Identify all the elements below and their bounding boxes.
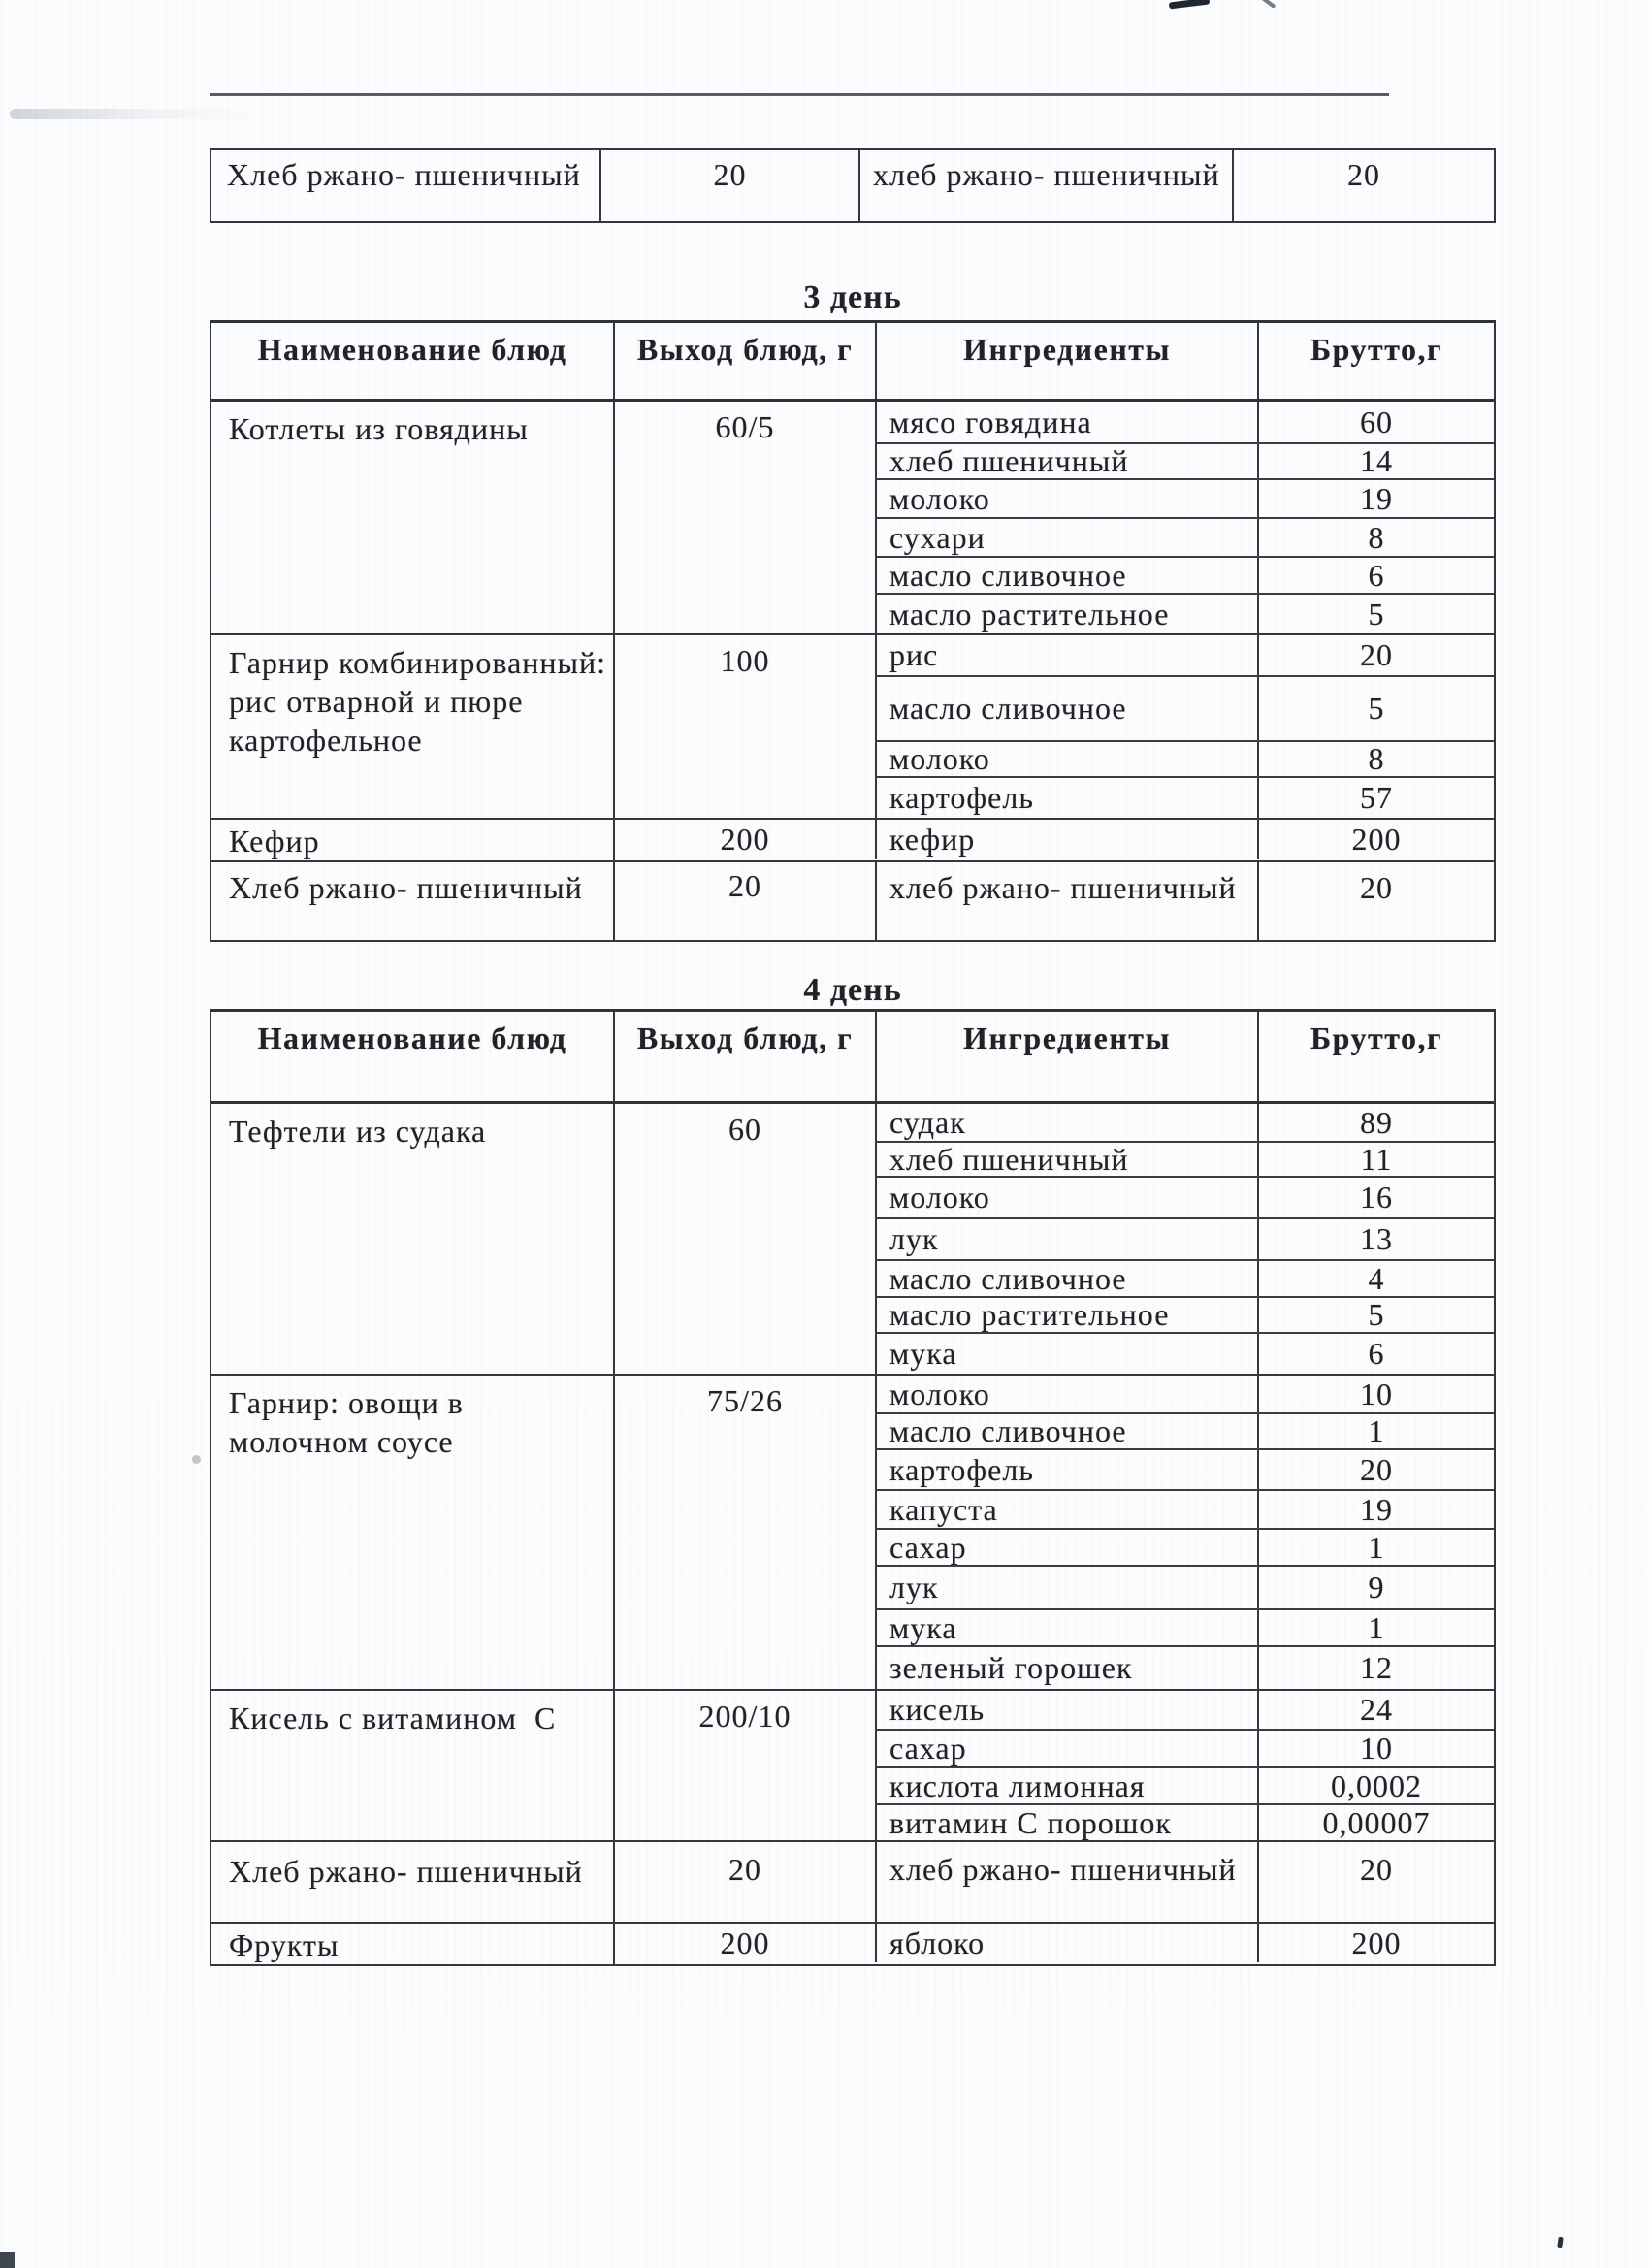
header-brutto: Брутто,г <box>1257 1012 1494 1101</box>
ingredient-cell: мясо говядина <box>875 402 1257 442</box>
ingredient-list <box>875 1691 1494 1840</box>
output-cell: 20 <box>599 150 858 221</box>
day4-title: 4 день <box>803 972 902 1008</box>
brutto-cell: 5 <box>1257 677 1494 740</box>
ingredient-subrow <box>875 593 1494 633</box>
ingredient-cell: картофель <box>875 778 1257 818</box>
brutto-cell: 13 <box>1257 1219 1494 1259</box>
dish-line: Кисель с витамином С <box>229 1701 557 1735</box>
brutto-cell: 19 <box>1257 480 1494 517</box>
brutto-cell: 60 <box>1257 402 1494 442</box>
day3-title: 3 день <box>803 279 902 315</box>
ingredient-cell: кислота лимонная <box>875 1768 1257 1803</box>
ingredient-cell: кисель <box>875 1691 1257 1729</box>
dish-cell <box>211 820 613 860</box>
ingredient-cell: масло сливочное <box>875 558 1257 593</box>
ingredient-cell: хлеб пшеничный <box>875 444 1257 478</box>
ingredient-cell: сахар <box>875 1731 1257 1766</box>
ingredient-subrow <box>875 1766 1494 1803</box>
ingredient-subrow <box>875 776 1494 818</box>
ingredient-subrow <box>875 1608 1494 1645</box>
output-cell: 20 <box>613 1842 875 1922</box>
ingredient-subrow <box>875 1176 1494 1217</box>
ingredient-cell: лук <box>875 1567 1257 1608</box>
dish-row <box>211 860 1494 940</box>
dish-row <box>211 402 1494 633</box>
dish-row <box>211 1104 1494 1374</box>
ingredient-subrow <box>875 1296 1494 1332</box>
ingredient-cell: молоко <box>875 1178 1257 1217</box>
output-cell: 100 <box>613 635 875 818</box>
output-cell: 60/5 <box>613 402 875 633</box>
dish-line: Гарнир: овощи в <box>229 1385 464 1420</box>
ingredient-subrow <box>875 1376 1494 1412</box>
ingredient-list <box>875 1376 1494 1689</box>
dish-cell <box>211 1104 613 1374</box>
ingredient-list <box>875 1842 1494 1922</box>
output-cell: 200 <box>613 1924 875 1964</box>
header-output: Выход блюд, г <box>613 1012 875 1101</box>
ingredient-subrow <box>875 1924 1494 1962</box>
brutto-cell: 19 <box>1257 1491 1494 1528</box>
brutto-cell: 1 <box>1257 1530 1494 1565</box>
ingredient-subrow <box>875 442 1494 478</box>
ingredient-subrow <box>875 517 1494 556</box>
day4-table <box>210 1009 1496 1966</box>
ingredient-cell: масло растительное <box>875 1298 1257 1332</box>
ingredient-list <box>875 1924 1494 1964</box>
ingredient-subrow <box>875 635 1494 675</box>
dish-cell <box>211 635 613 818</box>
ingredient-subrow <box>875 1528 1494 1565</box>
day4-header-row <box>211 1012 1494 1104</box>
dish-cell: Хлеб ржано- пшеничный <box>227 157 581 192</box>
ingredient-list <box>875 402 1494 633</box>
ingredient-cell: сухари <box>875 519 1257 556</box>
dish-cell <box>211 1842 613 1922</box>
output-cell: 200 <box>613 820 875 860</box>
header-brutto: Брутто,г <box>1257 323 1494 399</box>
header-ingredient: Ингредиенты <box>875 323 1257 399</box>
ingredient-cell: сахар <box>875 1530 1257 1565</box>
ingredient-cell: мука <box>875 1610 1257 1645</box>
ingredient-list <box>875 820 1494 860</box>
ingredient-subrow <box>875 1691 1494 1729</box>
output-cell: 75/26 <box>613 1376 875 1689</box>
ingredient-cell: кефир <box>875 820 1257 859</box>
brutto-cell: 20 <box>1232 150 1494 221</box>
dish-cell <box>211 1924 613 1964</box>
ingredient-subrow <box>875 1141 1494 1176</box>
scan-artifact-corner-mark <box>0 2252 15 2268</box>
ingredient-subrow <box>875 1259 1494 1296</box>
brutto-cell: 24 <box>1257 1691 1494 1729</box>
header-dish: Наименование блюд <box>257 332 567 367</box>
ingredient-cell: масло сливочное <box>875 1414 1257 1448</box>
brutto-cell: 20 <box>1257 862 1494 940</box>
ingredient-cell: рис <box>875 635 1257 675</box>
dish-line: Хлеб ржано- пшеничный <box>229 1854 583 1889</box>
ingredient-cell: яблоко <box>875 1924 1257 1962</box>
dish-row <box>211 1840 1494 1922</box>
ingredient-subrow <box>875 1489 1494 1528</box>
ingredient-cell: хлеб ржано- пшеничный <box>858 150 1232 221</box>
dish-line: рис отварной и пюре <box>229 684 524 719</box>
dish-line: картофельное <box>229 723 423 758</box>
dish-cell <box>211 402 613 633</box>
dish-row <box>211 818 1494 860</box>
ingredient-subrow <box>875 820 1494 859</box>
scan-artifact-smudge <box>10 109 260 119</box>
ingredient-cell: капуста <box>875 1491 1257 1528</box>
ingredient-cell: хлеб ржано- пшеничный <box>875 862 1257 940</box>
dish-cell <box>211 1691 613 1840</box>
ingredient-subrow <box>875 675 1494 740</box>
output-cell: 20 <box>613 862 875 940</box>
brutto-cell: 6 <box>1257 558 1494 593</box>
header-output: Выход блюд, г <box>613 323 875 399</box>
brutto-cell: 12 <box>1257 1647 1494 1689</box>
dish-line: Фрукты <box>229 1928 340 1962</box>
ingredient-cell: молоко <box>875 742 1257 776</box>
brutto-cell: 8 <box>1257 519 1494 556</box>
brutto-cell: 8 <box>1257 742 1494 776</box>
dish-line: Котлеты из говядины <box>229 411 529 446</box>
day3-table <box>210 320 1496 942</box>
brutto-cell: 89 <box>1257 1104 1494 1141</box>
dish-row <box>211 1689 1494 1840</box>
ingredient-cell: мука <box>875 1334 1257 1374</box>
ingredient-subrow <box>875 478 1494 517</box>
brutto-cell: 9 <box>1257 1567 1494 1608</box>
ingredient-subrow <box>875 862 1494 940</box>
scan-artifact-dot <box>192 1455 201 1464</box>
brutto-cell: 5 <box>1257 1298 1494 1332</box>
dish-row <box>211 1374 1494 1689</box>
ingredient-subrow <box>875 1803 1494 1840</box>
brutto-cell: 11 <box>1257 1143 1494 1176</box>
ingredient-list <box>875 862 1494 940</box>
ingredient-subrow <box>875 402 1494 442</box>
ingredient-cell: судак <box>875 1104 1257 1141</box>
ingredient-subrow <box>875 1217 1494 1259</box>
dish-line: Гарнир комбинированный: <box>229 645 607 680</box>
dish-line: Тефтели из судака <box>229 1114 487 1149</box>
dish-row <box>211 1922 1494 1964</box>
ingredient-cell: масло растительное <box>875 595 1257 633</box>
continuation-table <box>210 148 1496 223</box>
ingredient-cell: хлеб пшеничный <box>875 1143 1257 1176</box>
brutto-cell: 5 <box>1257 595 1494 633</box>
output-cell: 200/10 <box>613 1691 875 1840</box>
ingredient-cell: молоко <box>875 1376 1257 1412</box>
dish-line: Хлеб ржано- пшеничный <box>229 870 583 905</box>
brutto-cell: 0,00007 <box>1257 1805 1494 1840</box>
dish-cell <box>211 862 613 940</box>
scan-artifact-speck <box>1557 2237 1563 2249</box>
brutto-cell: 10 <box>1257 1376 1494 1412</box>
brutto-cell: 20 <box>1257 1842 1494 1922</box>
day3-header-row <box>211 323 1494 402</box>
ingredient-cell: хлеб ржано- пшеничный <box>875 1842 1257 1922</box>
brutto-cell: 20 <box>1257 635 1494 675</box>
ingredient-subrow <box>875 1448 1494 1489</box>
brutto-cell: 200 <box>1257 1924 1494 1962</box>
brutto-cell: 16 <box>1257 1178 1494 1217</box>
brutto-cell: 20 <box>1257 1450 1494 1489</box>
ingredient-cell: масло сливочное <box>875 1261 1257 1296</box>
brutto-cell: 0,0002 <box>1257 1768 1494 1803</box>
ingredient-subrow <box>875 556 1494 593</box>
ingredient-subrow <box>875 1332 1494 1374</box>
ingredient-subrow <box>875 1104 1494 1141</box>
table-fragment-top-line <box>210 93 1389 96</box>
brutto-cell: 1 <box>1257 1610 1494 1645</box>
brutto-cell: 6 <box>1257 1334 1494 1374</box>
brutto-cell: 14 <box>1257 444 1494 478</box>
ingredient-cell: картофель <box>875 1450 1257 1489</box>
scan-artifact-ink-mark <box>1169 0 1211 10</box>
ingredient-cell: масло сливочное <box>875 677 1257 740</box>
ingredient-list <box>875 635 1494 818</box>
ingredient-cell: витамин С порошок <box>875 1805 1257 1840</box>
ingredient-cell: зеленый горошек <box>875 1647 1257 1689</box>
ingredient-subrow <box>875 1565 1494 1608</box>
brutto-cell: 4 <box>1257 1261 1494 1296</box>
dish-row <box>211 633 1494 818</box>
header-ingredient: Ингредиенты <box>875 1012 1257 1101</box>
ingredient-cell: лук <box>875 1219 1257 1259</box>
header-dish: Наименование блюд <box>257 1021 567 1055</box>
brutto-cell: 200 <box>1257 820 1494 859</box>
ingredient-subrow <box>875 740 1494 776</box>
dish-cell <box>211 1376 613 1689</box>
dish-line: Кефир <box>229 824 320 859</box>
brutto-cell: 57 <box>1257 778 1494 818</box>
output-cell: 60 <box>613 1104 875 1374</box>
ingredient-subrow <box>875 1645 1494 1689</box>
ingredient-subrow <box>875 1842 1494 1922</box>
ingredient-list <box>875 1104 1494 1374</box>
ingredient-subrow <box>875 1412 1494 1448</box>
brutto-cell: 1 <box>1257 1414 1494 1448</box>
ingredient-subrow <box>875 1729 1494 1766</box>
scan-artifact-ink-mark <box>1260 0 1277 9</box>
dish-line: молочном соусе <box>229 1424 454 1459</box>
brutto-cell: 10 <box>1257 1731 1494 1766</box>
ingredient-cell: молоко <box>875 480 1257 517</box>
